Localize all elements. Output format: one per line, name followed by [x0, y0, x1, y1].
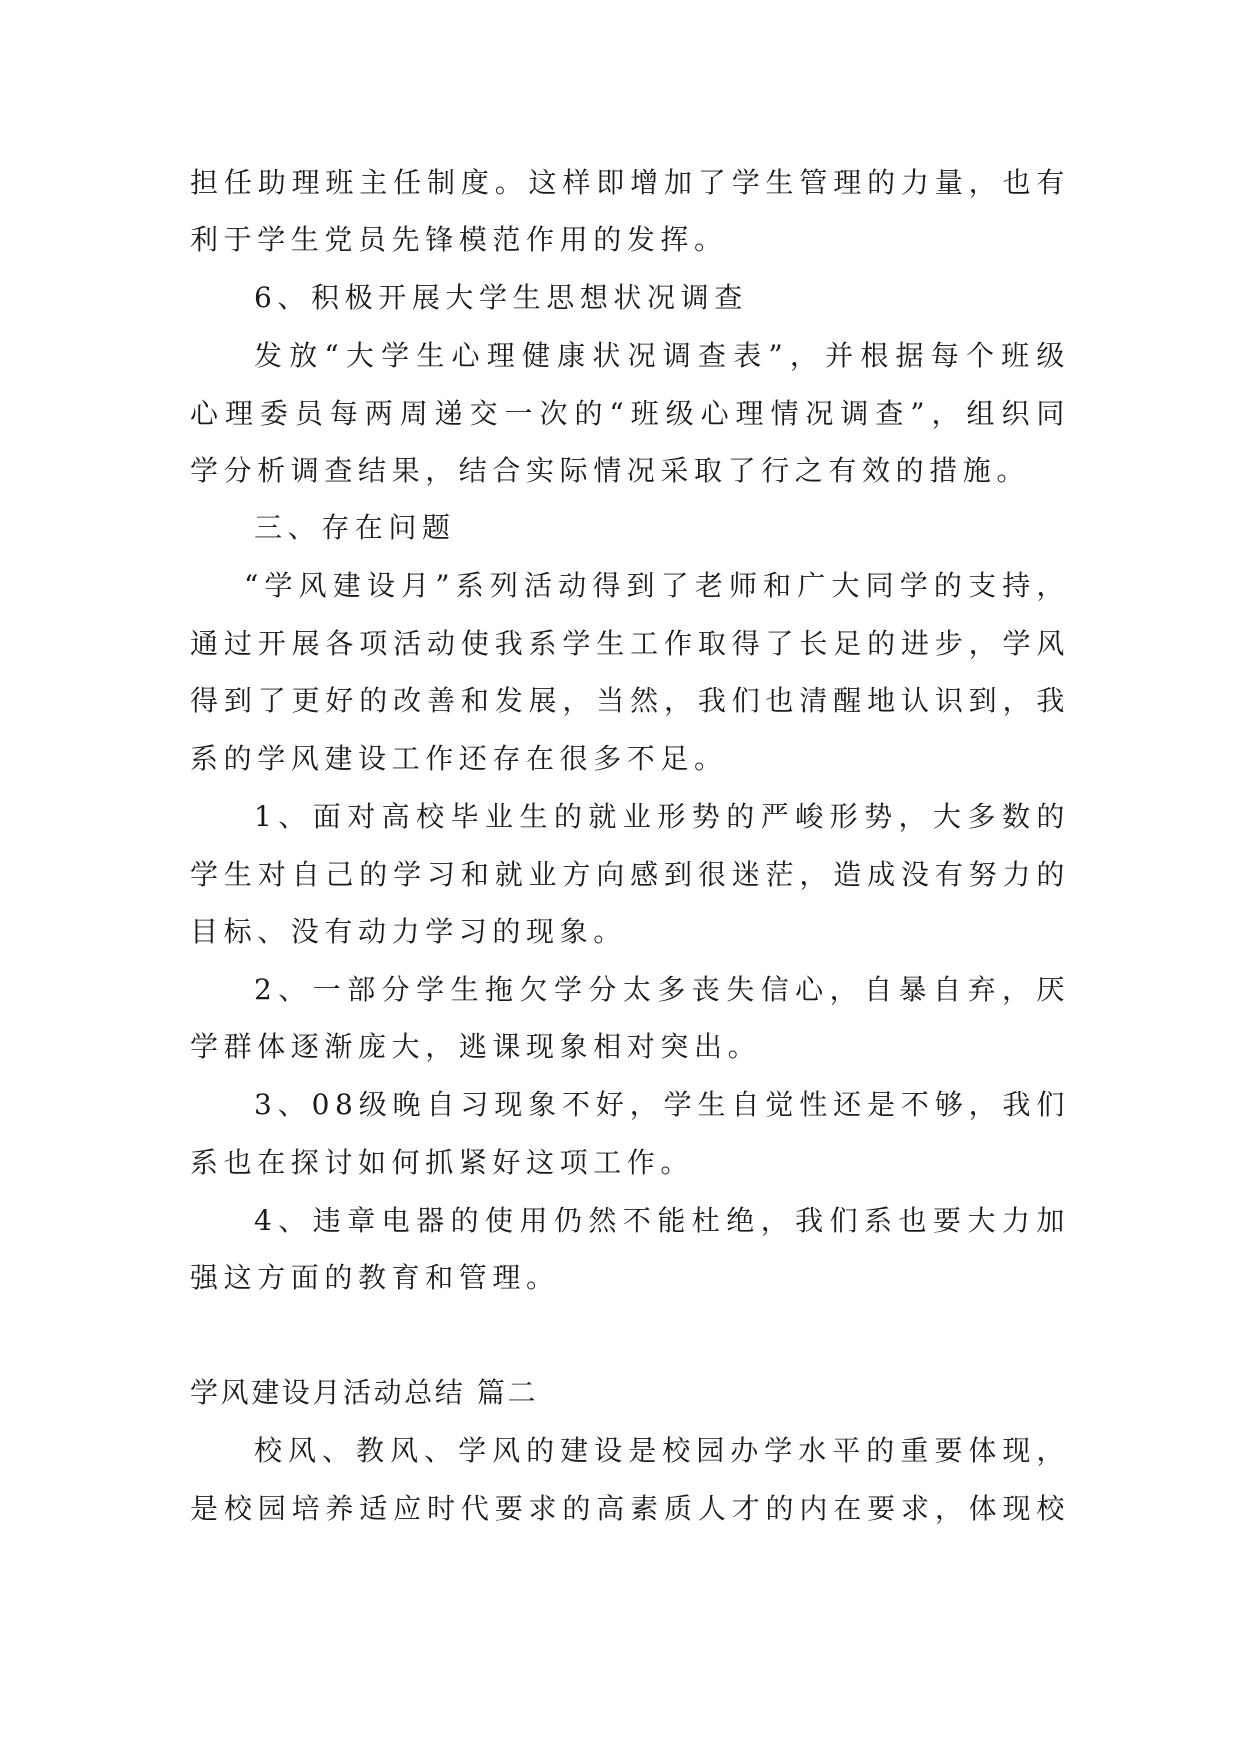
text-line: 2、一部分学生拖欠学分太多丧失信心，自暴自弃，厌: [254, 973, 1070, 1006]
numbered-heading: 6、积极开展大学生思想状况调查: [254, 281, 748, 314]
text-line: 是校园培养适应时代要求的高素质人才的内在要求，体现校: [190, 1492, 1070, 1525]
text-line: 强这方面的教育和管理。: [190, 1261, 560, 1294]
text-line: “学风建设月”系列活动得到了老师和广大同学的支持，: [244, 569, 1070, 602]
text-line: 系也在探讨如何抓紧好这项工作。: [190, 1146, 695, 1179]
text-line: 得到了更好的改善和发展，当然，我们也清醒地认识到，我: [190, 684, 1070, 717]
text-line: 1、面对高校毕业生的就业形势的严峻形势，大多数的: [254, 800, 1070, 833]
text-line: 学分析调查结果，结合实际情况采取了行之有效的措施。: [190, 454, 1031, 487]
text-line: 担任助理班主任制度。这样即增加了学生管理的力量，也有: [190, 166, 1070, 199]
text-line: 心理委员每两周递交一次的“班级心理情况调查”，组织同: [190, 397, 1070, 430]
text-line: 系的学风建设工作还存在很多不足。: [190, 742, 728, 775]
text-line: 发放“大学生心理健康状况调查表”，并根据每个班级: [254, 339, 1070, 372]
text-line: 4、违章电器的使用仍然不能杜绝，我们系也要大力加: [254, 1204, 1070, 1237]
text-line: 学群体逐渐庞大，逃课现象相对突出。: [190, 1030, 762, 1063]
text-line: 校风、教风、学风的建设是校园办学水平的重要体现，: [254, 1434, 1070, 1467]
section-heading: 三、存在问题: [254, 511, 456, 544]
text-line: 通过开展各项活动使我系学生工作取得了长足的进步，学风: [190, 627, 1070, 660]
text-line: 3、08级晚自习现象不好，学生自觉性还是不够，我们: [254, 1088, 1070, 1121]
text-line: 学生对自己的学习和就业方向感到很迷茫，造成没有努力的: [190, 858, 1070, 891]
text-line: 利于学生党员先锋模范作用的发挥。: [190, 223, 728, 256]
text-line: 目标、没有动力学习的现象。: [190, 915, 627, 948]
section-title: 学风建设月活动总结 篇二: [190, 1376, 539, 1409]
